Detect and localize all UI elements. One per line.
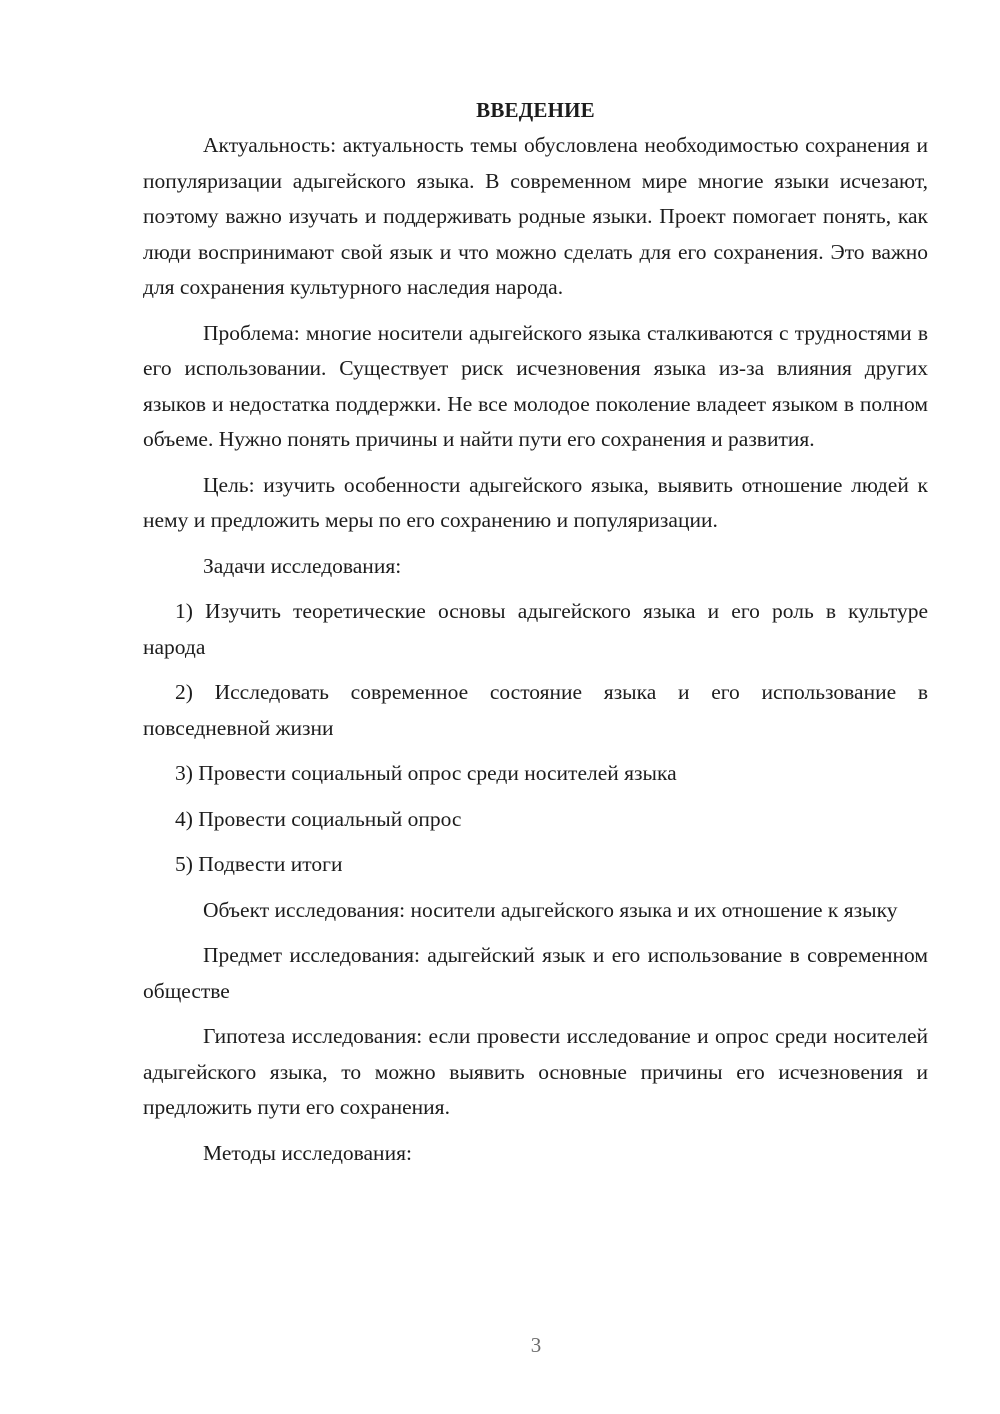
- page-number: 3: [530, 1333, 542, 1357]
- methods-title: Методы исследования:: [203, 1140, 412, 1165]
- page-title: ВВЕДЕНИЕ: [476, 98, 595, 122]
- paragraph-goal: Цель: изучить особенности адыгейского языка, выявить отношение людей к нему и предложить меры по его сохранению и популяризации.: [143, 472, 928, 532]
- list-item: 5) Подвести итоги: [175, 852, 343, 876]
- list-item: 1) Изучить теоретические основы адыгейского языка и его роль в культуре народа: [143, 599, 928, 659]
- tasks-title: Задачи исследования:: [203, 553, 402, 578]
- tasks-list: [143, 594, 928, 883]
- list-item: 4) Провести социальный опрос: [175, 806, 462, 831]
- paragraph-object: Объект исследования: носители адыгейского языка и их отношение к языку: [203, 897, 898, 922]
- document-page: [143, 92, 928, 1181]
- list-item: 2) Исследовать современное состояние языка и его использование в повседневной жизни: [143, 680, 928, 740]
- paragraph-problem: Проблема: многие носители адыгейского языка сталкиваются с трудностями в его использовании. Существует риск исчезновения языка из-за влияния других языков и недостатка поддержки. Не все молодое поколение владеет языком в полном объеме. Нужно понять причины и найти пути его сохранения и развития.: [143, 320, 928, 451]
- paragraph-hypothesis: Гипотеза исследования: если провести исследование и опрос среди носителей адыгейского языка, то можно выявить основные причины его исчезновения и предложить пути его сохранения.: [143, 1024, 928, 1119]
- list-item: 3) Провести социальный опрос среди носителей языка: [175, 761, 677, 785]
- paragraph-relevance: Актуальность: актуальность темы обусловлена необходимостью сохранения и популяризации адыгейского языка. В современном мире многие языки исчезают, поэтому важно изучать и поддерживать родные языки. Проект помогает понять, как люди воспринимают свой язык и что можно сделать для его сохранения. Это важно для сохранения культурного наследия народа.: [143, 133, 928, 299]
- paragraph-subject: Предмет исследования: адыгейский язык и его использование в современном обществе: [143, 943, 928, 1003]
